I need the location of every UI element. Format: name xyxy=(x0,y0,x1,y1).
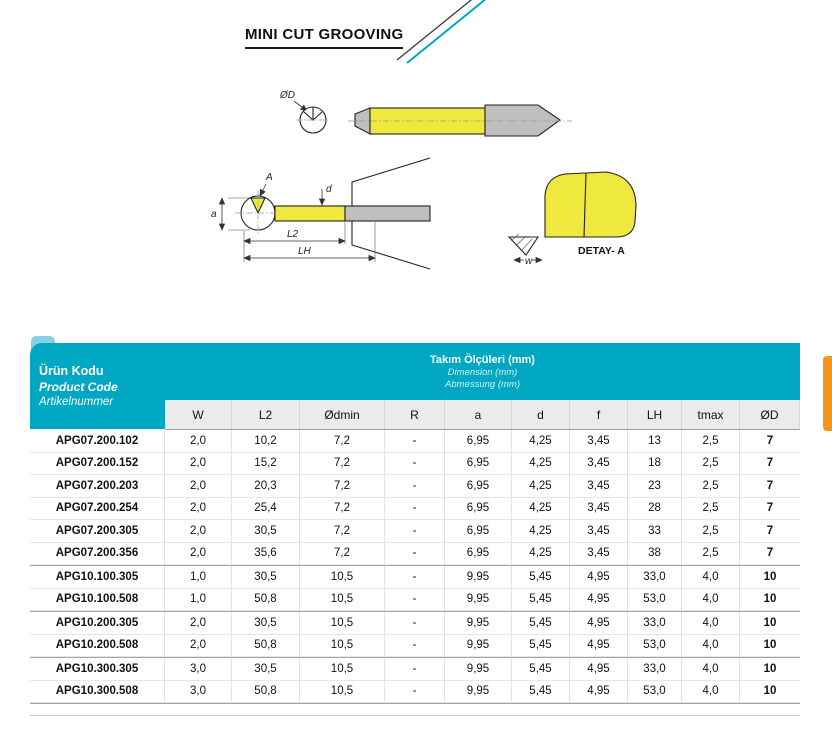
w-dim-label: w xyxy=(525,256,533,267)
value-cell: 6,95 xyxy=(445,498,512,520)
value-cell: 25,4 xyxy=(232,498,300,520)
value-cell: 7 xyxy=(766,547,774,560)
value-cell: 7 xyxy=(766,434,774,447)
group-header-en: Dimension (mm) xyxy=(447,366,518,378)
product-code-cell: APG10.100.508 xyxy=(30,589,165,611)
value-cell: 30,5 xyxy=(232,566,300,588)
value-cell: 2,0 xyxy=(165,520,232,542)
group-header-tr: Takım Ölçüleri (mm) xyxy=(430,353,535,366)
bar-cutting xyxy=(275,206,345,221)
column-header: L2 xyxy=(232,400,300,429)
detail-title: DETAY- A xyxy=(578,245,625,257)
a-dim-label: a xyxy=(211,209,217,220)
section-a-label: A xyxy=(266,172,273,183)
table-row xyxy=(30,681,800,704)
value-cell: 7 xyxy=(766,502,774,515)
column-header: d xyxy=(512,400,570,429)
value-cell: 3,45 xyxy=(570,430,628,452)
value-cell: 5,45 xyxy=(512,589,570,611)
detail-a-view xyxy=(509,172,636,267)
value-cell: 30,5 xyxy=(232,658,300,680)
value-cell: 4,25 xyxy=(512,475,570,497)
value-cell: 3,45 xyxy=(570,520,628,542)
value-cell: 9,95 xyxy=(445,589,512,611)
product-code-cell: APG10.200.508 xyxy=(30,635,165,657)
corner-decoration-lines xyxy=(0,0,832,64)
value-cell: 7,2 xyxy=(300,430,385,452)
value-cell: 2,0 xyxy=(165,543,232,565)
value-cell: 33,0 xyxy=(628,612,682,634)
technical-drawing xyxy=(180,58,700,308)
product-code-header-en: Product Code xyxy=(39,380,118,394)
tool-dimension-view xyxy=(211,158,430,269)
d-dim-label: d xyxy=(326,184,332,195)
value-cell: 5,45 xyxy=(512,612,570,634)
table-row xyxy=(30,520,800,543)
column-header: ØD xyxy=(740,400,800,429)
insert-profile xyxy=(545,172,636,237)
table-header xyxy=(30,343,800,430)
value-cell: 10,5 xyxy=(300,589,385,611)
value-cell: 1,0 xyxy=(165,566,232,588)
value-cell: 7 xyxy=(766,479,774,492)
value-cell: 5,45 xyxy=(512,681,570,703)
value-cell: 4,95 xyxy=(570,681,628,703)
value-cell: 3,0 xyxy=(165,658,232,680)
product-code-cell: APG07.200.203 xyxy=(30,475,165,497)
value-cell: 35,6 xyxy=(232,543,300,565)
value-cell: 7,2 xyxy=(300,498,385,520)
value-cell: 4,0 xyxy=(682,566,740,588)
value-cell: 10 xyxy=(763,639,777,652)
value-cell: - xyxy=(385,430,445,452)
value-cell: 4,95 xyxy=(570,658,628,680)
tool-shank xyxy=(485,105,560,136)
value-cell: 10 xyxy=(763,593,777,606)
table-row xyxy=(30,498,800,521)
product-code-cell: APG07.200.254 xyxy=(30,498,165,520)
value-cell: 4,0 xyxy=(682,658,740,680)
value-cell: 3,0 xyxy=(165,681,232,703)
value-cell: 38 xyxy=(628,543,682,565)
page-title: MINI CUT GROOVING xyxy=(245,26,403,49)
value-cell: 3,45 xyxy=(570,475,628,497)
value-cell: 3,45 xyxy=(570,498,628,520)
value-cell: 28 xyxy=(628,498,682,520)
value-cell: 10 xyxy=(763,662,777,675)
product-code-cell: APG10.200.305 xyxy=(30,612,165,634)
value-cell: 5,45 xyxy=(512,566,570,588)
table-row xyxy=(30,589,800,612)
value-cell: 50,8 xyxy=(232,589,300,611)
value-cell: 6,95 xyxy=(445,543,512,565)
value-cell: 4,95 xyxy=(570,635,628,657)
value-cell: 6,95 xyxy=(445,430,512,452)
value-cell: - xyxy=(385,453,445,475)
value-cell: 50,8 xyxy=(232,635,300,657)
value-cell: 30,5 xyxy=(232,612,300,634)
dimensions-group-header xyxy=(165,343,800,400)
value-cell: 7 xyxy=(766,457,774,470)
value-cell: - xyxy=(385,475,445,497)
value-cell: - xyxy=(385,566,445,588)
value-cell: 33 xyxy=(628,520,682,542)
page-side-tab xyxy=(823,356,832,431)
tool-side-view xyxy=(279,90,572,136)
value-cell: 13 xyxy=(628,430,682,452)
value-cell: 33,0 xyxy=(628,658,682,680)
value-cell: 4,25 xyxy=(512,543,570,565)
value-cell: 2,0 xyxy=(165,430,232,452)
value-cell: 7,2 xyxy=(300,453,385,475)
l2-dim-label: L2 xyxy=(287,229,299,240)
value-cell: 2,0 xyxy=(165,498,232,520)
value-cell: 33,0 xyxy=(628,566,682,588)
value-cell: - xyxy=(385,612,445,634)
value-cell: 7,2 xyxy=(300,543,385,565)
value-cell: 10,5 xyxy=(300,635,385,657)
value-cell: 2,0 xyxy=(165,612,232,634)
product-code-header-tr: Ürün Kodu xyxy=(39,364,104,378)
value-cell: 7 xyxy=(766,524,774,537)
value-cell: 4,25 xyxy=(512,520,570,542)
product-code-cell: APG07.200.102 xyxy=(30,430,165,452)
product-code-header xyxy=(30,343,165,429)
value-cell: 4,95 xyxy=(570,612,628,634)
value-cell: 9,95 xyxy=(445,635,512,657)
value-cell: 9,95 xyxy=(445,681,512,703)
column-header: f xyxy=(570,400,628,429)
table-body xyxy=(30,430,800,704)
value-cell: 4,25 xyxy=(512,453,570,475)
value-cell: 2,0 xyxy=(165,635,232,657)
value-cell: 4,25 xyxy=(512,498,570,520)
table-row xyxy=(30,635,800,658)
value-cell: 5,45 xyxy=(512,635,570,657)
table-row xyxy=(30,475,800,498)
group-header-de: Abmessung (mm) xyxy=(445,378,520,390)
value-cell: 10,5 xyxy=(300,566,385,588)
table-row xyxy=(30,453,800,476)
value-cell: - xyxy=(385,520,445,542)
value-cell: - xyxy=(385,681,445,703)
value-cell: - xyxy=(385,658,445,680)
value-cell: 10,2 xyxy=(232,430,300,452)
table-footer xyxy=(30,704,800,716)
product-code-cell: APG07.200.356 xyxy=(30,543,165,565)
value-cell: 10,5 xyxy=(300,681,385,703)
value-cell: 2,5 xyxy=(682,543,740,565)
value-cell: 3,45 xyxy=(570,543,628,565)
table-row xyxy=(30,611,800,635)
value-cell: 20,3 xyxy=(232,475,300,497)
value-cell: 53,0 xyxy=(628,635,682,657)
value-cell: 7,2 xyxy=(300,520,385,542)
value-cell: 4,0 xyxy=(682,681,740,703)
value-cell: 9,95 xyxy=(445,658,512,680)
column-header: tmax xyxy=(682,400,740,429)
value-cell: 10 xyxy=(763,570,777,583)
value-cell: 6,95 xyxy=(445,475,512,497)
product-code-cell: APG10.300.305 xyxy=(30,658,165,680)
value-cell: 10 xyxy=(763,685,777,698)
value-cell: 6,95 xyxy=(445,520,512,542)
column-header: a xyxy=(445,400,512,429)
value-cell: 7,2 xyxy=(300,475,385,497)
column-header: Ødmin xyxy=(300,400,385,429)
value-cell: - xyxy=(385,589,445,611)
value-cell: 15,2 xyxy=(232,453,300,475)
value-cell: 53,0 xyxy=(628,681,682,703)
value-cell: 10,5 xyxy=(300,612,385,634)
product-code-cell: APG10.300.508 xyxy=(30,681,165,703)
value-cell: 53,0 xyxy=(628,589,682,611)
value-cell: - xyxy=(385,635,445,657)
od-label: ØD xyxy=(280,90,295,101)
column-header-row xyxy=(165,400,800,430)
column-header: LH xyxy=(628,400,682,429)
column-header: W xyxy=(165,400,232,429)
value-cell: 30,5 xyxy=(232,520,300,542)
table-row xyxy=(30,430,800,453)
table-row xyxy=(30,543,800,566)
value-cell: - xyxy=(385,543,445,565)
table-row xyxy=(30,565,800,589)
product-code-cell: APG07.200.152 xyxy=(30,453,165,475)
product-code-header-de: Artikelnummer xyxy=(39,396,114,408)
value-cell: 2,5 xyxy=(682,453,740,475)
value-cell: 2,5 xyxy=(682,520,740,542)
value-cell: 9,95 xyxy=(445,612,512,634)
product-code-cell: APG07.200.305 xyxy=(30,520,165,542)
value-cell: 9,95 xyxy=(445,566,512,588)
value-cell: 50,8 xyxy=(232,681,300,703)
value-cell: - xyxy=(385,498,445,520)
value-cell: 2,0 xyxy=(165,453,232,475)
value-cell: 18 xyxy=(628,453,682,475)
value-cell: 4,0 xyxy=(682,635,740,657)
value-cell: 2,0 xyxy=(165,475,232,497)
product-table xyxy=(30,343,800,716)
value-cell: 23 xyxy=(628,475,682,497)
value-cell: 4,95 xyxy=(570,566,628,588)
value-cell: 3,45 xyxy=(570,453,628,475)
value-cell: 4,95 xyxy=(570,589,628,611)
product-code-cell: APG10.100.305 xyxy=(30,566,165,588)
value-cell: 4,0 xyxy=(682,589,740,611)
value-cell: 4,0 xyxy=(682,612,740,634)
value-cell: 10,5 xyxy=(300,658,385,680)
value-cell: 6,95 xyxy=(445,453,512,475)
column-header: R xyxy=(385,400,445,429)
table-row xyxy=(30,657,800,681)
lh-dim-label: LH xyxy=(298,246,311,257)
cutting-tip xyxy=(509,237,538,255)
value-cell: 10 xyxy=(763,616,777,629)
value-cell: 2,5 xyxy=(682,498,740,520)
value-cell: 2,5 xyxy=(682,475,740,497)
value-cell: 5,45 xyxy=(512,658,570,680)
value-cell: 2,5 xyxy=(682,430,740,452)
value-cell: 4,25 xyxy=(512,430,570,452)
bar-shank xyxy=(345,206,430,221)
value-cell: 1,0 xyxy=(165,589,232,611)
